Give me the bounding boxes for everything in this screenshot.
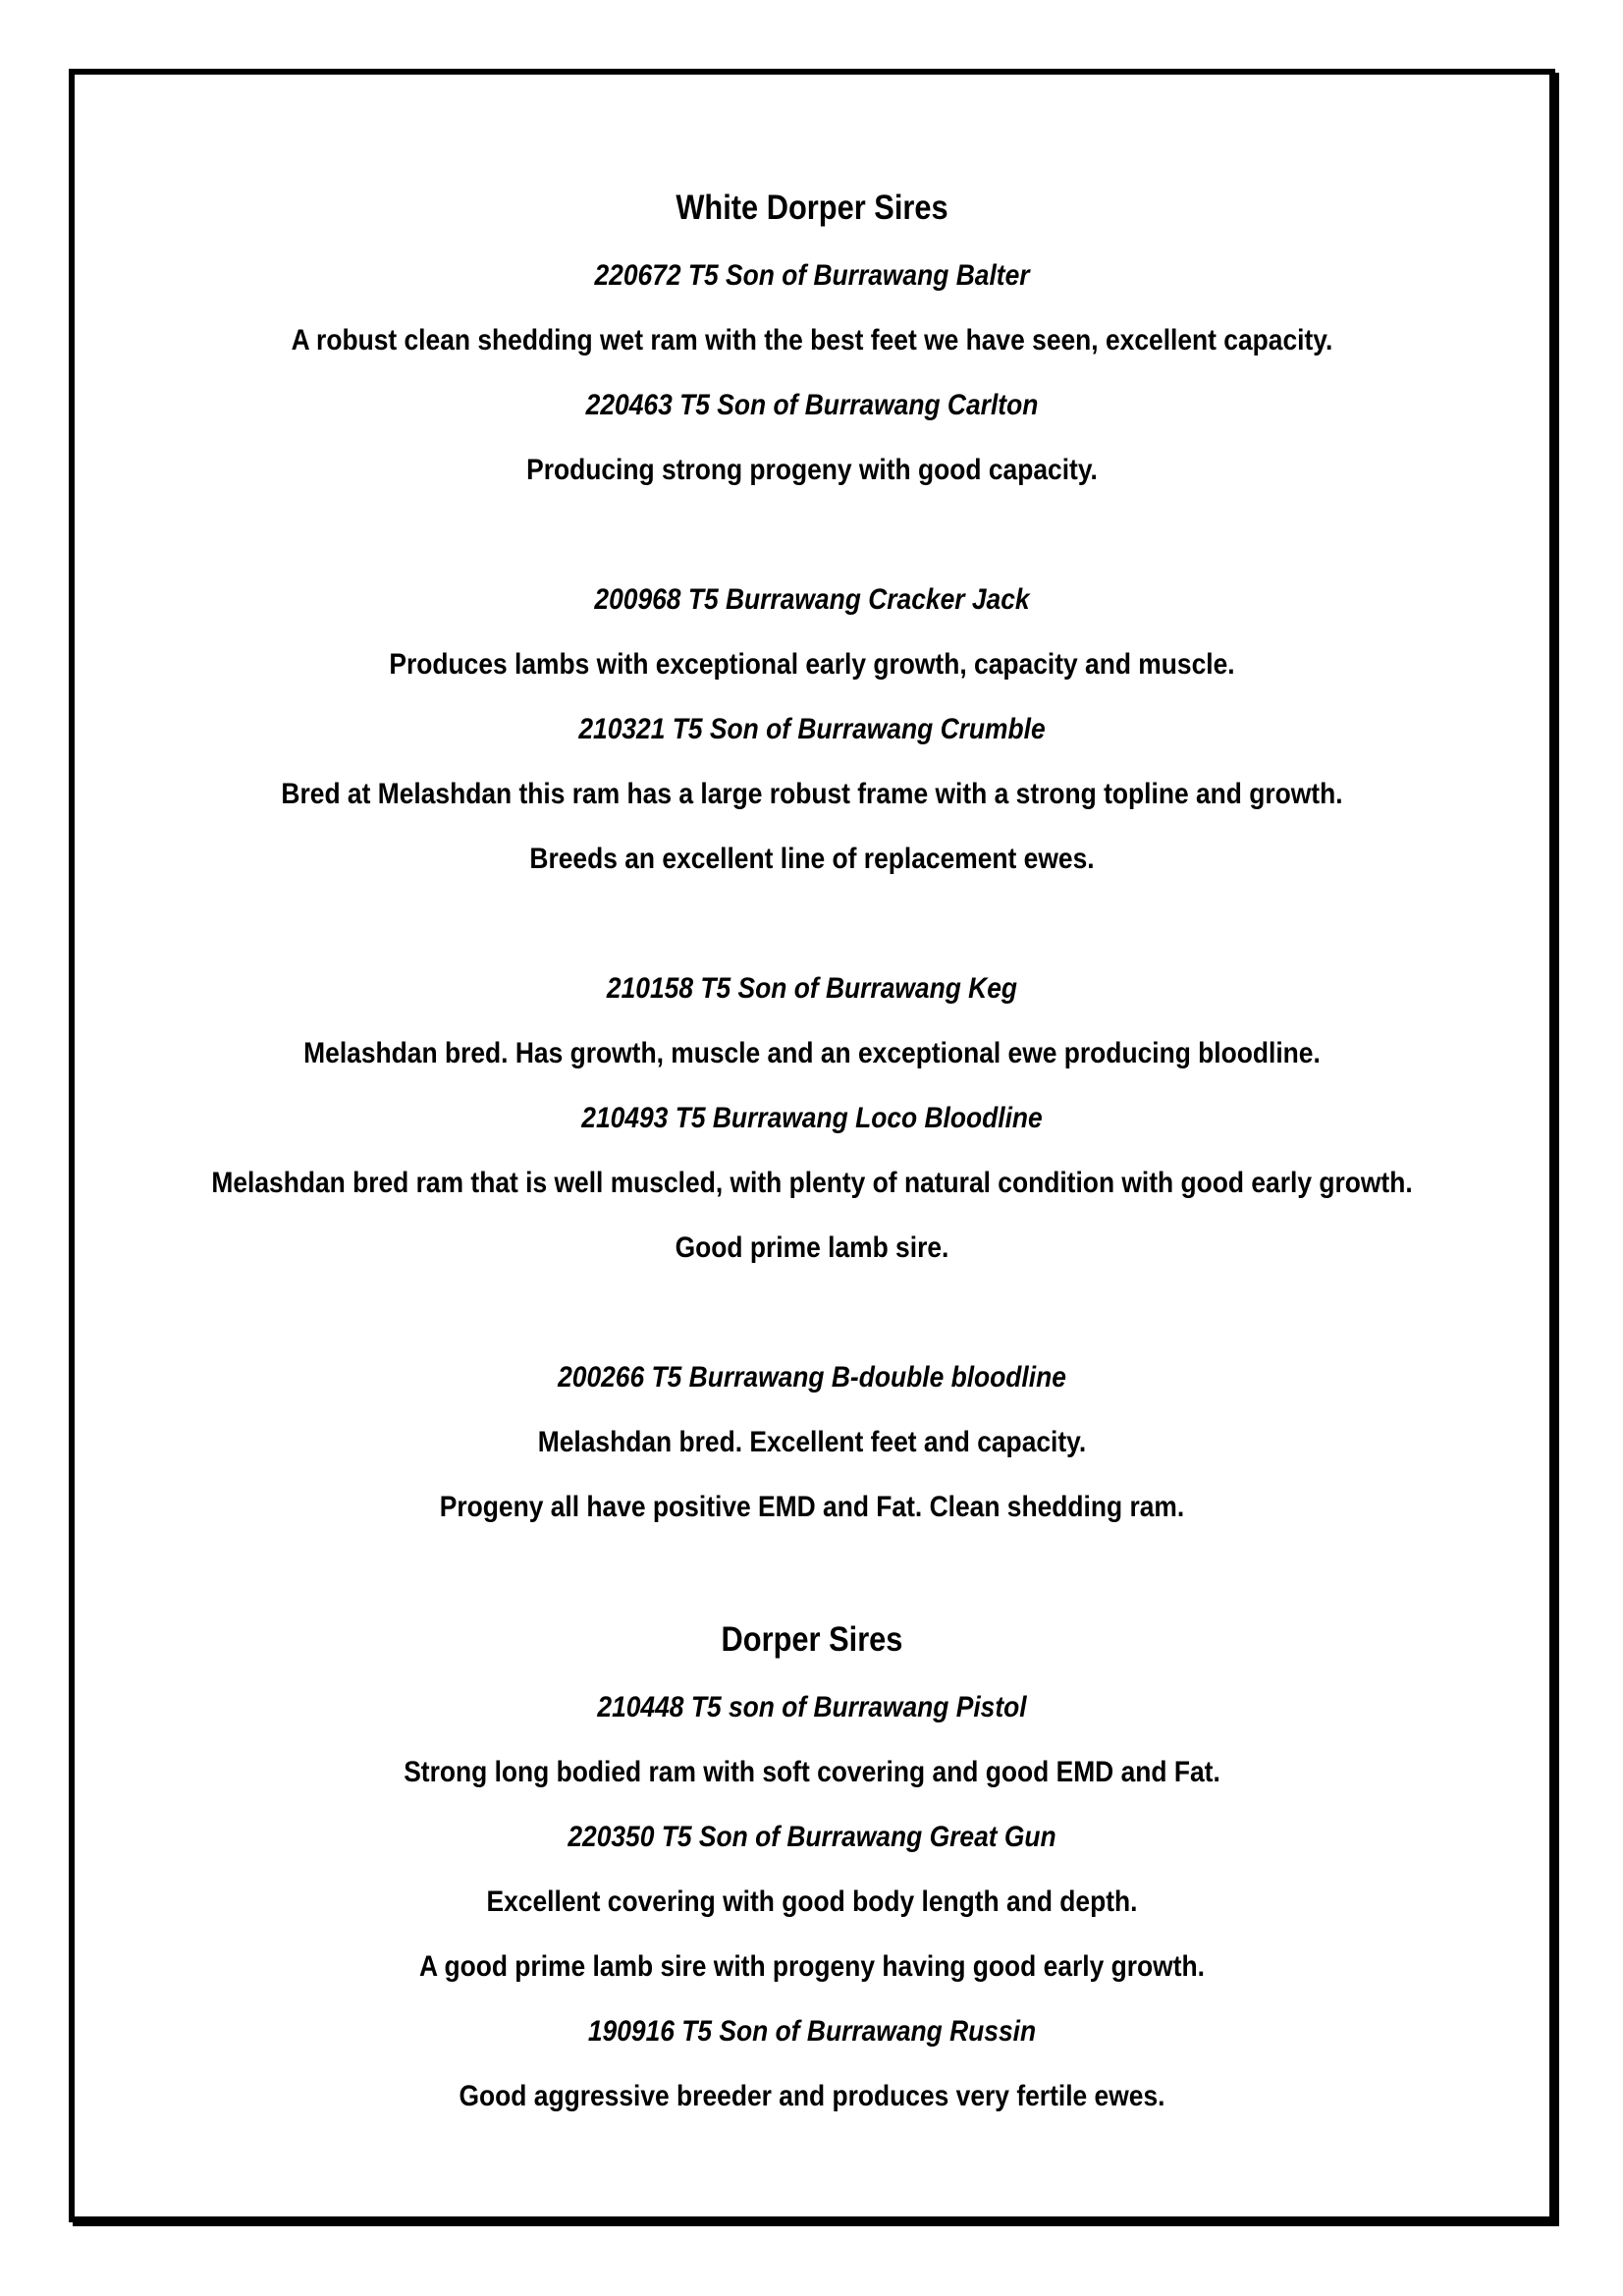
sire-description: Strong long bodied ram with soft covering and good EMD and Fat. bbox=[404, 1756, 1220, 1788]
sire-description: Melashdan bred ram that is well muscled, with plenty of natural condition with good early growth. bbox=[211, 1167, 1413, 1199]
sire-name: 220350 T5 Son of Burrawang Great Gun bbox=[568, 1821, 1056, 1853]
blank-line bbox=[75, 1281, 1549, 1345]
sire-description: Good aggressive breeder and produces very fertile ewes. bbox=[459, 2080, 1165, 2112]
sire-name: 210321 T5 Son of Burrawang Crumble bbox=[578, 713, 1046, 745]
sire-name: 200266 T5 Burrawang B-double bloodline bbox=[558, 1361, 1066, 1394]
section-heading-white-dorper-sires: White Dorper Sires bbox=[676, 189, 948, 227]
sire-name: 200968 T5 Burrawang Cracker Jack bbox=[594, 583, 1030, 616]
sire-description: Good prime lamb sire. bbox=[675, 1231, 949, 1264]
blank-line bbox=[75, 503, 1549, 568]
blank-line bbox=[75, 892, 1549, 957]
sire-description: A good prime lamb sire with progeny having good early growth. bbox=[419, 1950, 1205, 1983]
sire-name: 190916 T5 Son of Burrawang Russin bbox=[587, 2015, 1037, 2048]
sire-description: A robust clean shedding wet ram with the best feet we have seen, excellent capacity. bbox=[291, 324, 1333, 356]
sire-name: 210493 T5 Burrawang Loco Bloodline bbox=[581, 1102, 1043, 1134]
sire-name: 220463 T5 Son of Burrawang Carlton bbox=[585, 389, 1039, 421]
sire-description: Melashdan bred. Excellent feet and capacity. bbox=[537, 1426, 1087, 1458]
blank-line bbox=[75, 1540, 1549, 1605]
sire-description: Progeny all have positive EMD and Fat. Clean shedding ram. bbox=[439, 1491, 1185, 1523]
sire-description: Breeds an excellent line of replacement ewes. bbox=[529, 843, 1095, 875]
sire-description: Produces lambs with exceptional early growth, capacity and muscle. bbox=[389, 648, 1235, 681]
section-heading-dorper-sires: Dorper Sires bbox=[721, 1620, 903, 1659]
sire-name: 210158 T5 Son of Burrawang Keg bbox=[606, 972, 1018, 1005]
sire-name: 210448 T5 son of Burrawang Pistol bbox=[597, 1691, 1027, 1723]
sire-description: Bred at Melashdan this ram has a large robust frame with a strong topline and growth. bbox=[281, 778, 1343, 810]
page-border bbox=[69, 69, 1555, 2222]
sire-name: 220672 T5 Son of Burrawang Balter bbox=[594, 259, 1030, 292]
sire-description: Producing strong progeny with good capacity. bbox=[526, 454, 1098, 486]
sire-description: Melashdan bred. Has growth, muscle and an exceptional ewe producing bloodline. bbox=[303, 1037, 1321, 1069]
sire-description: Excellent covering with good body length and depth. bbox=[486, 1886, 1138, 1918]
